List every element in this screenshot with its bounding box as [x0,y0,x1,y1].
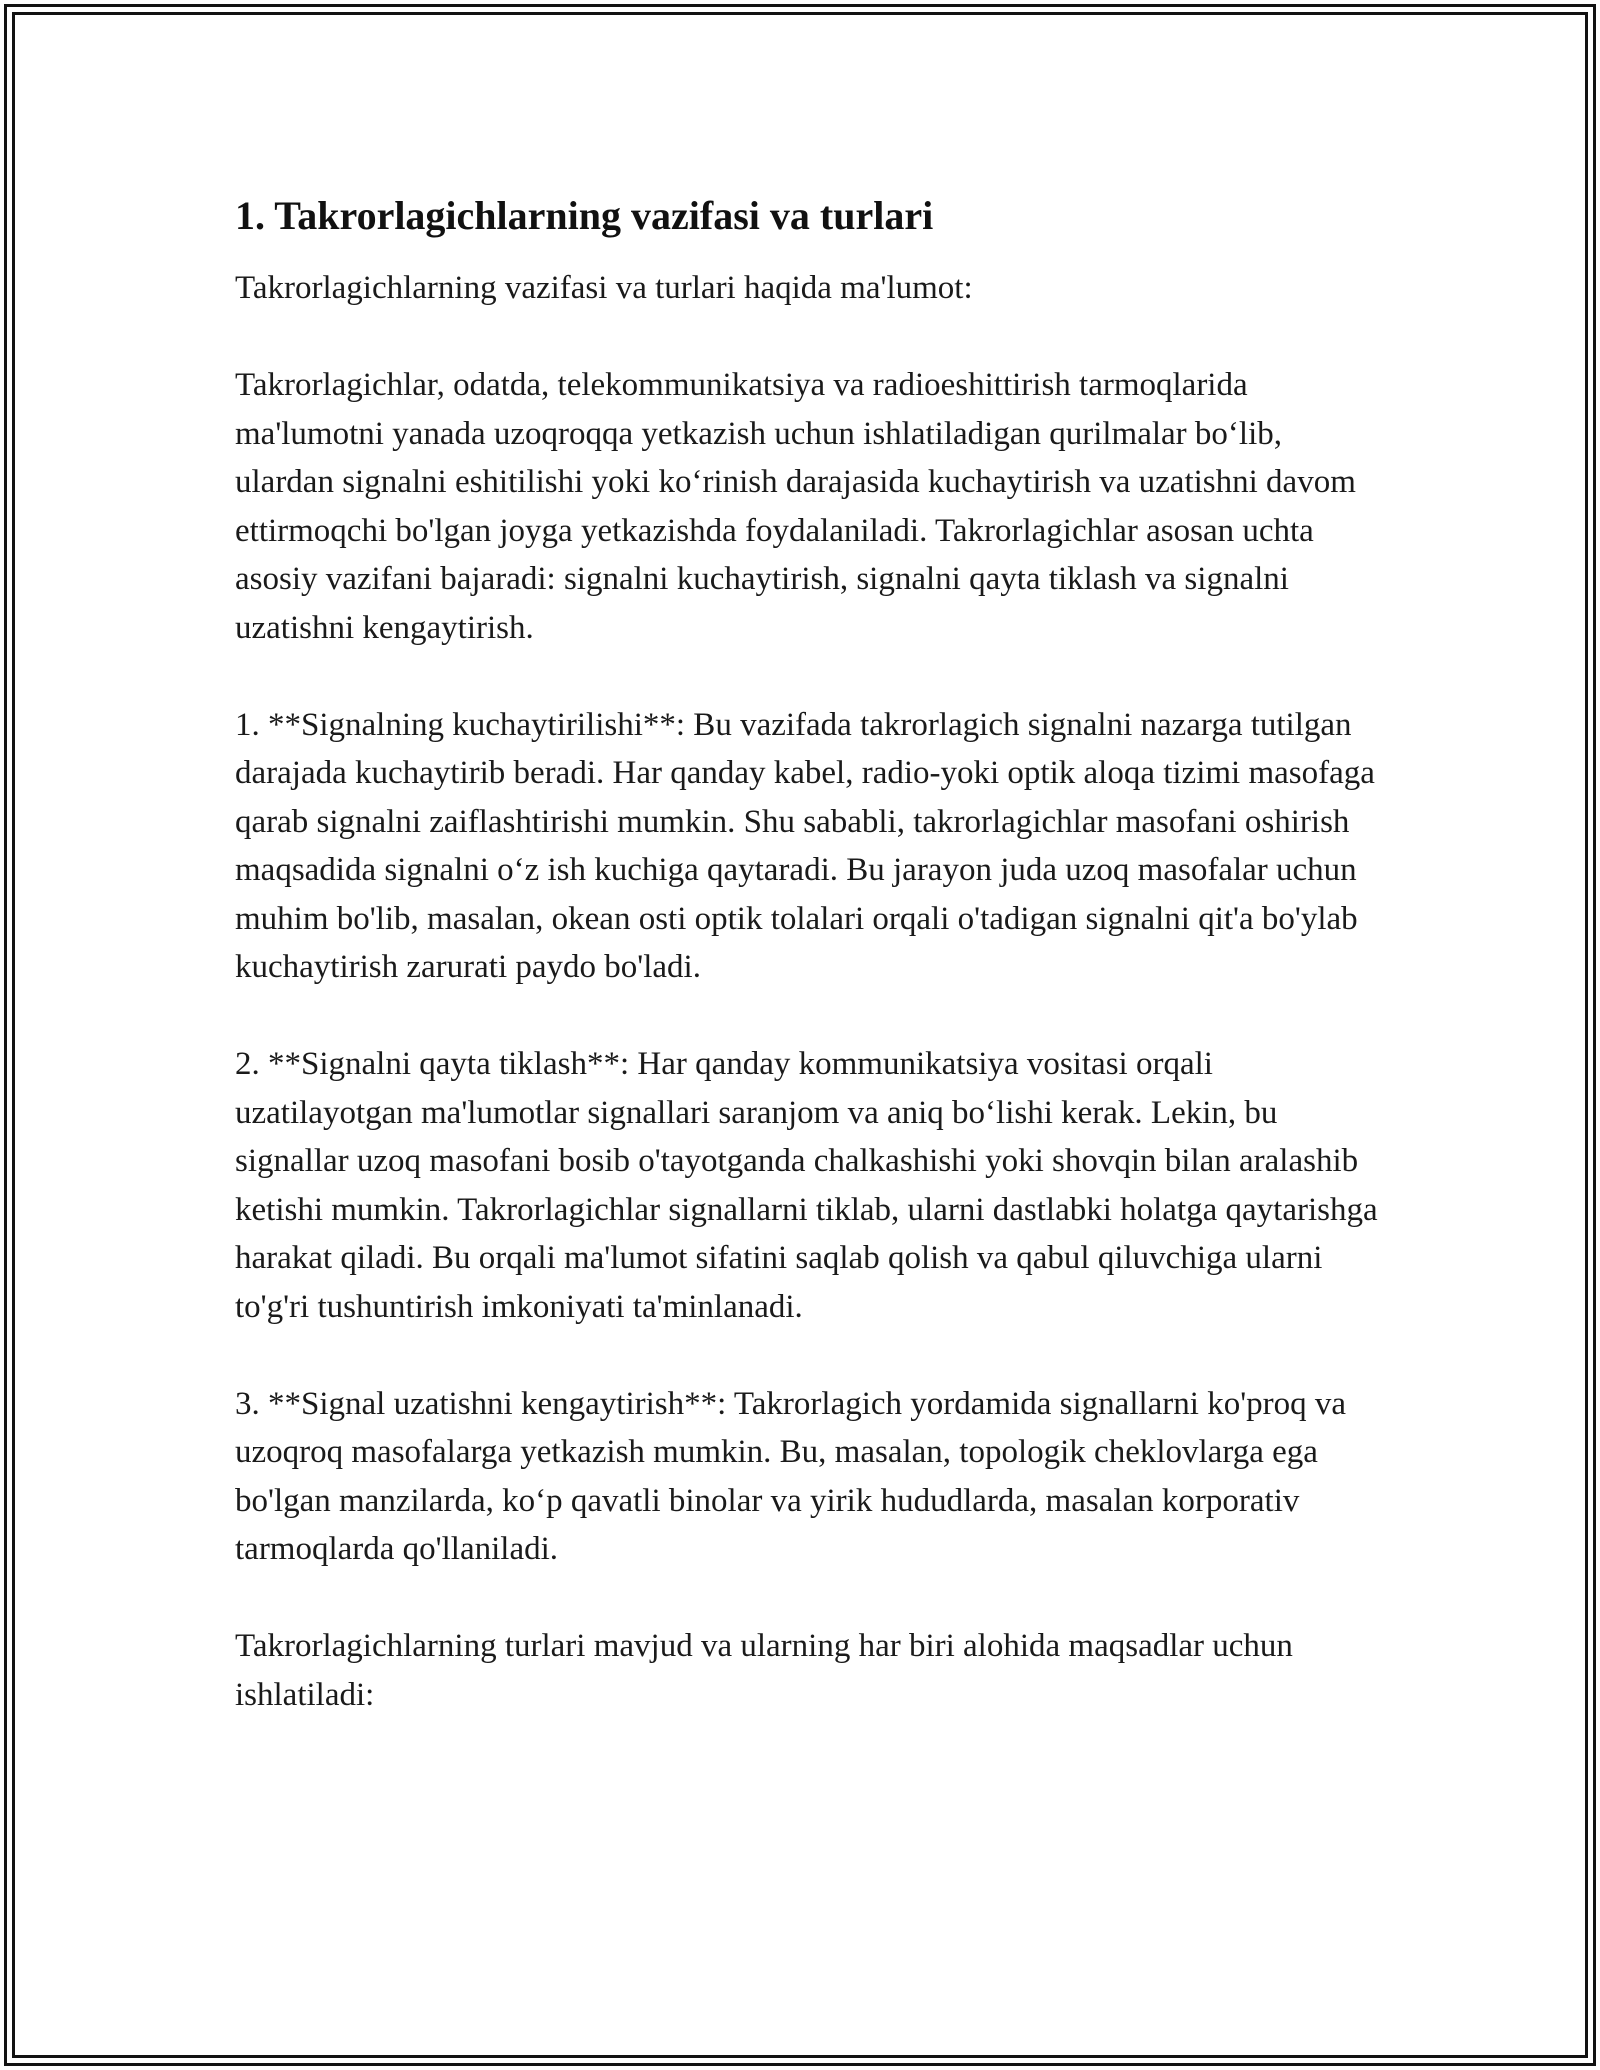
intro-line: Takrorlagichlarning vazifasi va turlari haqida ma'lumot: [235,270,973,306]
section-heading: 1. Takrorlagichlarning vazifasi va turlari [235,193,934,238]
item-signal-extension: 3. **Signal uzatishni kengaytirish**: Takrorlagich yordamida signallarni ko'proq va uzoqroq masofalarga yetkazish mumkin. Bu, masalan, topologik cheklovlarga ega bo'lgan manzilarda, ko‘p qavatli binolar va yirik hududlarda, masalan korporativ tarmoqlarda qo'llaniladi. [235,1385,1347,1567]
item-signal-regeneration: 2. **Signalni qayta tiklash**: Har qanday kommunikatsiya vositasi orqali uzatilayotgan ma'lumotlar signallari saranjom va aniq bo‘lishi kerak. Lekin, bu signallar uzoq masofani bosib o'tayotganda chalkashishi yoki shovqin bilan aralashib ketishi mumkin. Takrorlagichlar signallarni tiklab, ularni dastlabki holatga qaytarishga harakat qiladi. Bu orqali ma'lumot sifatini saqlab qolish va qabul qiluvchiga ularni to'g'ri tushuntirish imkoniyati ta'minlanadi. [235,1046,1378,1325]
types-intro-paragraph: Takrorlagichlarning turlari mavjud va ularning har biri alohida maqsadlar uchun ishlatiladi: [235,1628,1293,1713]
overview-paragraph: Takrorlagichlar, odatda, telekommunikatsiya va radioeshittirish tarmoqlarida ma'lumotni yanada uzoqroqqa yetkazish uchun ishlatiladigan qurilmalar bo‘lib, ulardan signalni eshitilishi yoki ko‘rinish darajasida kuchaytirish va uzatishni davom ettirmoqchi bo'lgan joyga yetkazishda foydalaniladi. Takrorlagichlar asosan uchta asosiy vazifani bajaradi: signalni kuchaytirish, signalni qayta tiklash va signalni uzatishni kengaytirish. [235,367,1356,646]
item-signal-amplification: 1. **Signalning kuchaytirilishi**: Bu vazifada takrorlagich signalni nazarga tutilgan darajada kuchaytirib beradi. Har qanday kabel, radio-yoki optik aloqa tizimi masofaga qarab signalni zaiflashtirishi mumkin. Shu sababli, takrorlagichlar masofani oshirish maqsadida signalni o‘z ish kuchiga qaytaradi. Bu jarayon juda uzoq masofalar uchun muhim bo'lib, masalan, okean osti optik tolalari orqali o'tadigan signalni qit'a bo'ylab kuchaytirish zarurati paydo bo'ladi. [235,706,1375,985]
document-body [235,180,1385,1768]
